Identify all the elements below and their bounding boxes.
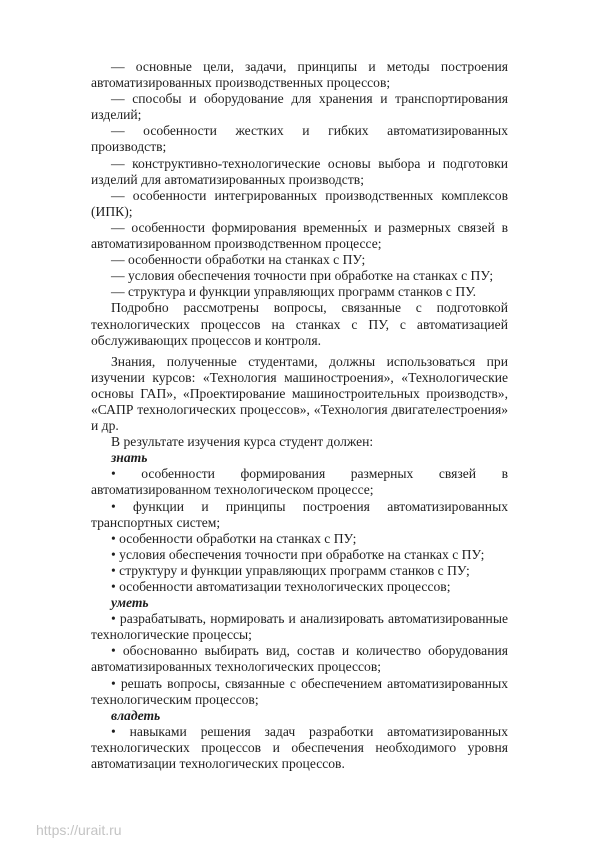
- know-item: • особенности формирования размерных связей в автоматизированном технологическом процессе;: [91, 466, 508, 498]
- able-item: • решать вопросы, связанные с обеспечением автоматизированных технологическим процессов;: [91, 675, 508, 707]
- master-item: • навыками решения задач разработки автоматизированных технологических процессов и обеспечения необходимого уровня автоматизации технологических процессов.: [91, 723, 508, 772]
- paragraph-outcomes: В результате изучения курса студент должен:: [111, 434, 374, 450]
- intro-item: — особенности обработки на станках с ПУ;: [111, 252, 366, 268]
- know-item: • функции и принципы построения автоматизированных транспортных систем;: [91, 498, 508, 530]
- master-label: владеть: [111, 707, 161, 723]
- intro-item: — условия обеспечения точности при обработке на станках с ПУ;: [111, 268, 494, 284]
- watermark-url: https://urait.ru: [36, 822, 122, 838]
- able-item: • обоснованно выбирать вид, состав и количество оборудования автоматизированных технологических процессов;: [91, 643, 508, 675]
- intro-item: — особенности интегрированных производственных комплексов (ИПК);: [91, 187, 508, 219]
- intro-item: — структура и функции управляющих программ станков с ПУ.: [111, 284, 476, 300]
- know-label: знать: [111, 450, 148, 466]
- intro-item: — способы и оборудование для хранения и транспортирования изделий;: [91, 91, 508, 123]
- intro-item: — основные цели, задачи, принципы и методы построения автоматизированных производственных процессов;: [91, 59, 508, 91]
- know-item: • условия обеспечения точности при обработке на станках с ПУ;: [111, 546, 485, 562]
- paragraph-courses: Знания, полученные студентами, должны использоваться при изучении курсов: «Технология машиностроения», «Технологические основы ГАП», «Проектирование машиностроительных производств», «САПР технологических процессов», «Технология двигателестроения» и др.: [91, 353, 508, 434]
- know-item: • структуру и функции управляющих программ станков с ПУ;: [111, 562, 470, 578]
- know-item: • особенности обработки на станках с ПУ;: [111, 530, 357, 546]
- able-item: • разрабатывать, нормировать и анализировать автоматизированные технологические процессы;: [91, 611, 508, 643]
- know-item: • особенности автоматизации технологических процессов;: [111, 579, 451, 594]
- paragraph-preparation: Подробно рассмотрены вопросы, связанные с подготовкой технологических процессов на станках с ПУ, с автоматизацией обслуживающих процессов и контроля.: [91, 300, 508, 348]
- able-label: уметь: [111, 595, 149, 611]
- intro-item: — особенности формирования временны́х и размерных связей в автоматизированном производственном процессе;: [91, 219, 508, 252]
- intro-item: — конструктивно-технологические основы выбора и подготовки изделий для автоматизированных производств;: [91, 155, 508, 187]
- page-body: [91, 59, 508, 772]
- intro-item: — особенности жестких и гибких автоматизированных производств;: [91, 123, 508, 155]
